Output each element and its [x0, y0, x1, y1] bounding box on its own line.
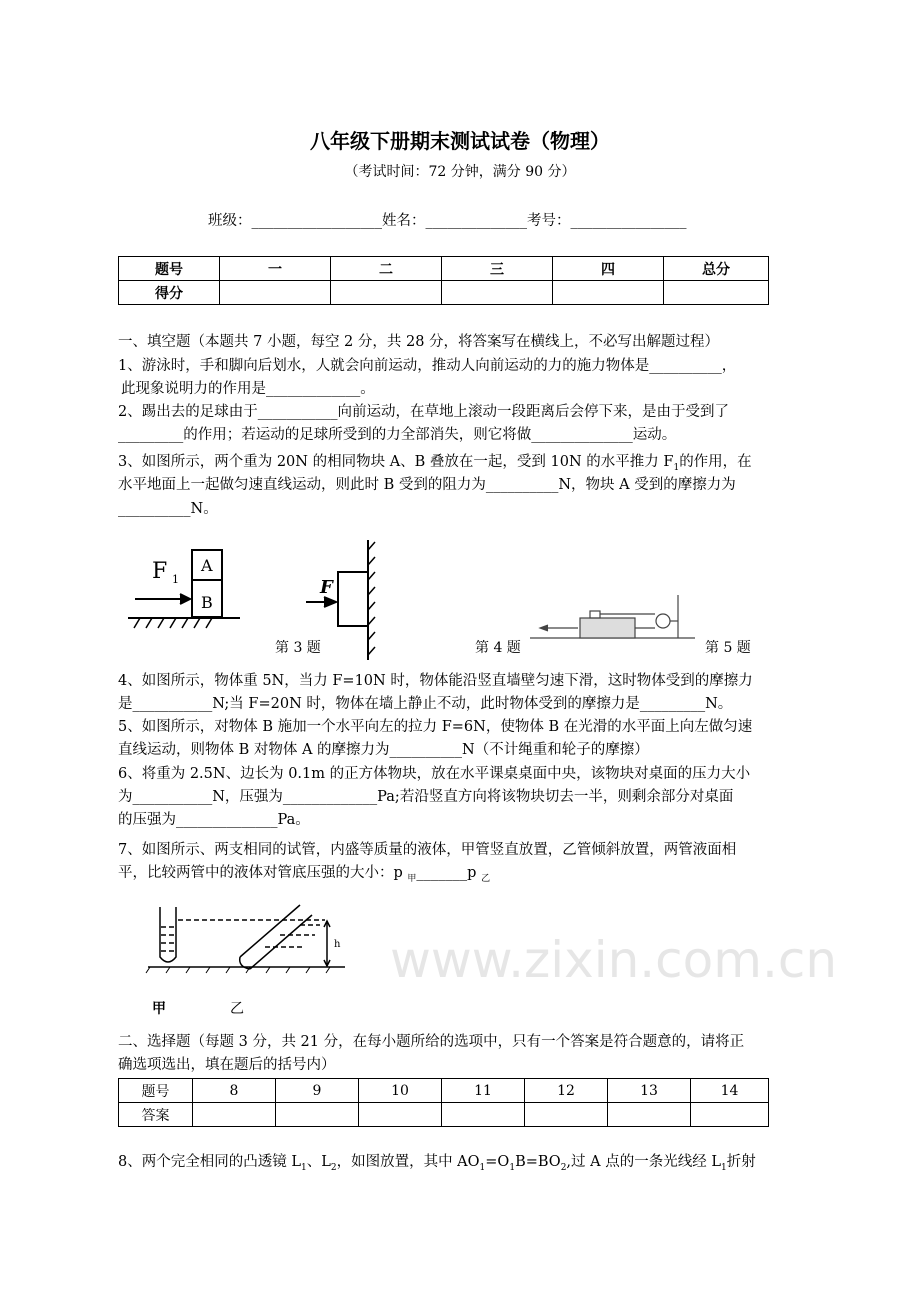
- label-h: h: [334, 939, 341, 950]
- answer-cell[interactable]: [359, 1103, 442, 1127]
- caption-fig5: 第 5 题: [705, 640, 751, 656]
- label-yi: 乙: [230, 1001, 244, 1017]
- label-f1: F: [152, 559, 168, 584]
- subscript: 1: [509, 1162, 516, 1173]
- subscript: 乙: [481, 873, 491, 884]
- figures-3-4-5: [110, 530, 770, 660]
- text: =O: [485, 1154, 510, 1170]
- watermark: www.zixin.com.cn: [390, 931, 838, 989]
- subscript: 2: [330, 1162, 337, 1173]
- text: 3、如图所示，两个重为 20N 的相同物块 A、B 叠放在一起，受到 10N 的水平推力 F: [118, 454, 674, 470]
- text: 折射: [726, 1154, 756, 1170]
- figure-7: [140, 895, 360, 1020]
- score-cell[interactable]: [442, 281, 553, 305]
- header-cell: 13: [608, 1079, 691, 1103]
- answer-cell[interactable]: [276, 1103, 359, 1127]
- label-jia: 甲: [152, 1001, 166, 1017]
- text: 平，比较两管中的液体对管底压强的大小：p: [118, 865, 408, 881]
- q2-line: 2、踢出去的足球由于___________向前运动，在草地上滚动一段距离后会停下来，是由于受到了: [118, 404, 729, 420]
- q4-line: 4、如图所示，物体重 5N，当力 F=10N 时，物体能沿竖直墙壁匀速下滑，这时物体受到的摩擦力: [118, 673, 753, 689]
- caption-fig4: 第 4 题: [475, 640, 521, 656]
- q1-line: 1、游泳时，手和脚向后划水，人就会向前运动，推动人向前运动的力的施力物体是__________，: [118, 358, 737, 374]
- score-cell[interactable]: [331, 281, 442, 305]
- text: 的作用，在: [679, 454, 752, 470]
- q2-line: _________的作用；若运动的足球所受到的力全部消失，则它将做______________运动。: [118, 427, 677, 443]
- q5-line: 直线运动，则物体 B 对物体 A 的摩擦力为__________N（不计绳重和轮子的摩擦）: [118, 742, 649, 758]
- header-cell: 14: [691, 1079, 769, 1103]
- q7-line: 7、如图所示、两支相同的试管，内盛等质量的液体，甲管竖直放置，乙管倾斜放置，两管液面相: [118, 842, 737, 858]
- answer-cell[interactable]: [691, 1103, 769, 1127]
- q5-line: 5、如图所示，对物体 B 施加一个水平向左的拉力 F=6N，使物体 B 在光滑的水平面上向左做匀速: [118, 719, 753, 735]
- header-cell: 题号: [119, 257, 220, 281]
- section1-heading: 一、填空题（本题共 7 小题，每空 2 分，共 28 分，将答案写在横线上，不必写出解题过程）: [118, 334, 720, 350]
- figure-3: [128, 550, 240, 628]
- text: 8、两个完全相同的凸透镜 L: [118, 1154, 301, 1170]
- figure-5: [530, 595, 695, 638]
- section2-heading: 确选项选出，填在题后的括号内）: [118, 1057, 336, 1073]
- q7-line: [118, 862, 490, 890]
- label-f1-sub: 1: [172, 573, 179, 586]
- header-cell: 二: [331, 257, 442, 281]
- q3-line: __________N。: [118, 501, 218, 517]
- header-cell: 一: [220, 257, 331, 281]
- q6-line: 为___________N，压强为_____________Pa;若沿竖直方向将该物块切去一半，则剩余部分对桌面: [118, 789, 734, 805]
- text: ,过 A 点的一条光线经 L: [566, 1154, 721, 1170]
- row-label: 答案: [119, 1103, 193, 1127]
- text: _______p: [416, 865, 482, 881]
- q1-line: 此现象说明力的作用是_____________。: [121, 381, 375, 397]
- q4-line: 是___________N;当 F=20N 时，物体在墙上静止不动，此时物体受到的摩擦力是_________N。: [118, 696, 733, 712]
- header-cell: 三: [442, 257, 553, 281]
- header-cell: 9: [276, 1079, 359, 1103]
- q6-line: 6、将重为 2.5N、边长为 0.1m 的正方体物块，放在水平课桌桌面中央，该物块对桌面的压力大小: [118, 766, 751, 782]
- subscript: 甲: [407, 873, 417, 884]
- header-cell: 8: [193, 1079, 276, 1103]
- q3-line: 水平地面上一起做匀速直线运动，则此时 B 受到的阻力为__________N，物块 A 受到的摩擦力为: [118, 477, 736, 493]
- score-table: [118, 256, 769, 305]
- subscript: 1: [720, 1162, 727, 1173]
- header-cell: 11: [442, 1079, 525, 1103]
- answer-cell[interactable]: [193, 1103, 276, 1127]
- row-label: 得分: [119, 281, 220, 305]
- header-cell: 题号: [119, 1079, 193, 1103]
- subtitle: （考试时间：72 分钟，满分 90 分）: [344, 164, 576, 180]
- label-b: B: [201, 593, 213, 612]
- section2-heading: 二、选择题（每题 3 分，共 21 分，在每小题所给的选项中，只有一个答案是符合题意的，请将正: [118, 1034, 745, 1050]
- score-cell[interactable]: [553, 281, 664, 305]
- answer-cell[interactable]: [608, 1103, 691, 1127]
- answer-cell[interactable]: [442, 1103, 525, 1127]
- student-info: 班级：__________________姓名：______________考号：________________: [208, 213, 687, 229]
- caption-fig3: 第 3 题: [275, 640, 321, 656]
- subscript: 1: [300, 1162, 307, 1173]
- subscript: 2: [560, 1162, 567, 1173]
- score-cell[interactable]: [220, 281, 331, 305]
- answer-table: [118, 1078, 769, 1127]
- label-f: F: [320, 577, 333, 598]
- score-cell[interactable]: [664, 281, 769, 305]
- header-cell: 四: [553, 257, 664, 281]
- subscript: 1: [479, 1162, 486, 1173]
- subscript: 1: [673, 462, 680, 473]
- q8-line: [118, 1151, 756, 1179]
- q6-line: 的压强为______________Pa。: [118, 812, 310, 828]
- text: 、L: [306, 1154, 331, 1170]
- header-cell: 10: [359, 1079, 442, 1103]
- page-title: 八年级下册期末测试试卷（物理）: [310, 129, 610, 153]
- text: ，如图放置，其中 AO: [336, 1154, 480, 1170]
- header-cell: 总分: [664, 257, 769, 281]
- text: B=BO: [515, 1154, 561, 1170]
- label-a: A: [201, 556, 213, 575]
- answer-cell[interactable]: [525, 1103, 608, 1127]
- header-cell: 12: [525, 1079, 608, 1103]
